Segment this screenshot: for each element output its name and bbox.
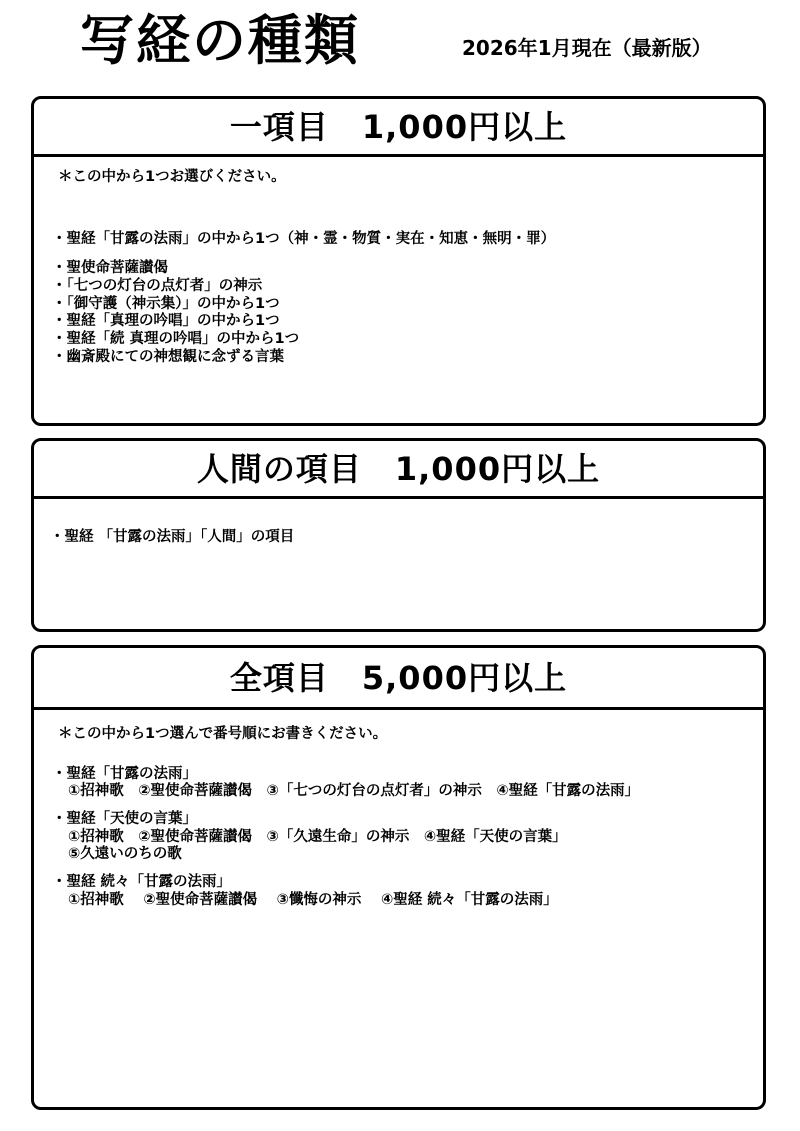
- group-title: ・聖経「天使の言葉」: [52, 811, 197, 828]
- list-item: [52, 874, 763, 909]
- list-item: [52, 811, 763, 864]
- section-heading: 人間の項目 1,000円以上: [34, 441, 763, 499]
- section-body: [34, 169, 763, 367]
- list-item: ・「御守護（神示集）」の中から1つ: [52, 295, 280, 312]
- list-item: [52, 766, 763, 801]
- group-line: ①招神歌 ②聖使命菩薩讃偈 ③懺悔の神示 ④聖経 続々「甘露の法雨」: [68, 891, 558, 908]
- page-title: 写経の種類: [80, 9, 360, 72]
- section-single-item: [31, 96, 766, 426]
- instruction-note: ＊この中から1つお選びください。: [58, 169, 286, 185]
- list-item: ・聖経「続 真理の吟唱」の中から1つ: [52, 331, 300, 348]
- instruction-note: ＊この中から1つ選んで番号順にお書きください。: [58, 726, 388, 742]
- section-heading: 一項目 1,000円以上: [34, 99, 763, 157]
- list-item: ・聖使命菩薩讃偈: [52, 260, 168, 277]
- group-title: ・聖経 続々「甘露の法雨」: [52, 874, 232, 891]
- section-body: [34, 726, 763, 910]
- list-item: ・幽斎殿にての神想観に念ずる言葉: [52, 348, 284, 365]
- section-all-items: [31, 645, 766, 1110]
- group-line: ⑤久遠いのちの歌: [68, 846, 182, 863]
- group-line: ①招神歌 ②聖使命菩薩讃偈 ③「七つの灯台の点灯者」の神示 ④聖経「甘露の法雨」: [68, 783, 640, 800]
- group-title: ・聖経「甘露の法雨」: [52, 765, 197, 782]
- list-item: ・聖経「甘露の法雨」の中から1つ（神・霊・物質・実在・知恵・無明・罪）: [52, 230, 556, 247]
- list-item: ・「七つの灯台の点灯者」の神示: [52, 278, 263, 295]
- list-item: ・聖経 「甘露の法雨」「人間」の項目: [50, 529, 295, 545]
- list-item: ・聖経「真理の吟唱」の中から1つ: [52, 313, 280, 330]
- section-heading: 全項目 5,000円以上: [34, 648, 763, 710]
- section-human-item: [31, 438, 766, 632]
- edition-date: 2026年1月現在（最新版）: [462, 36, 712, 60]
- section-body: [34, 529, 763, 547]
- group-line: ①招神歌 ②聖使命菩薩讃偈 ③「久遠生命」の神示 ④聖経「天使の言葉」: [68, 828, 567, 845]
